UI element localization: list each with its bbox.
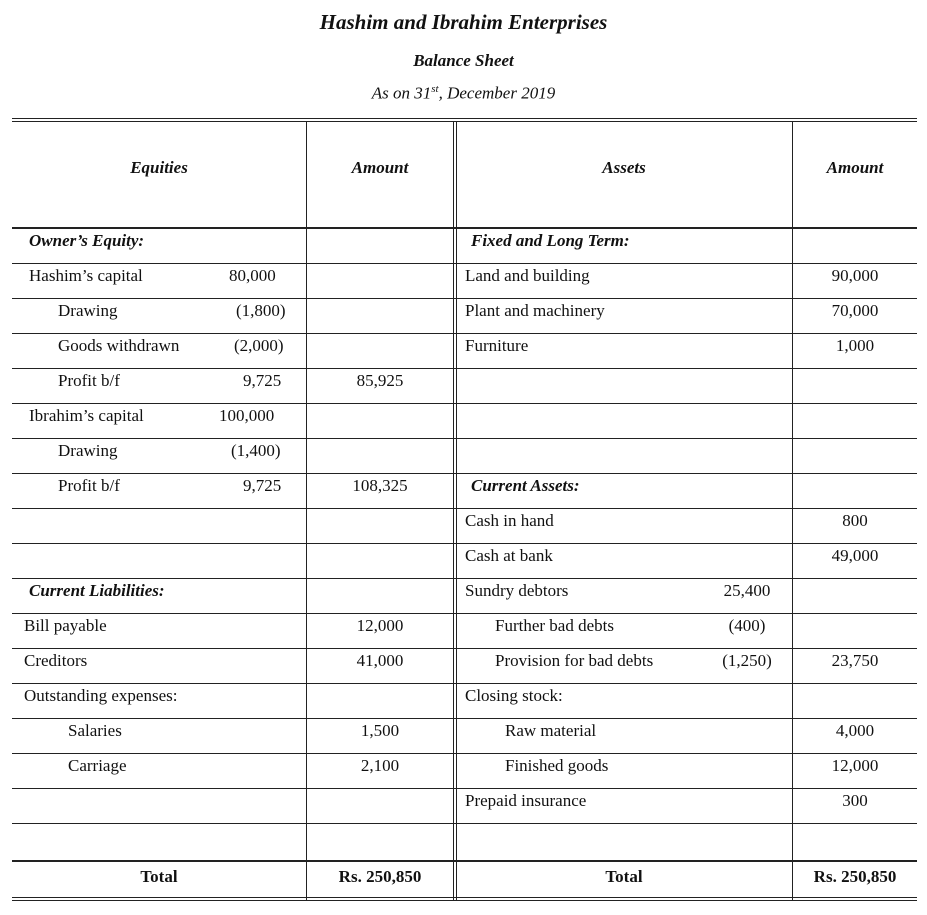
right-row-label: Prepaid insurance xyxy=(465,791,587,810)
left-row-subamount: (2,000) xyxy=(234,336,284,355)
table-bottom-border-inner xyxy=(12,900,917,901)
row-divider xyxy=(12,298,917,299)
right-row-amount: 12,000 xyxy=(831,756,879,775)
right-row-subamount: 25,400 xyxy=(723,581,771,600)
left-row-label: Salaries xyxy=(68,721,122,740)
row-divider xyxy=(12,438,917,439)
left-row-label: Creditors xyxy=(24,651,88,670)
right-row-label: Plant and machinery xyxy=(465,301,605,320)
col-divider-double-a xyxy=(453,121,454,900)
left-row-label: Drawing xyxy=(58,441,118,460)
right-section-heading: Current Assets: xyxy=(471,476,580,495)
left-row-label: Profit b/f xyxy=(58,476,120,495)
left-row-subamount: 80,000 xyxy=(229,266,276,285)
col-header-equities: Equities xyxy=(130,158,188,177)
left-row-subamount: 9,725 xyxy=(243,371,282,390)
right-row-label: Closing stock: xyxy=(465,686,563,705)
row-divider xyxy=(12,368,917,369)
left-row-subamount: (1,800) xyxy=(236,301,286,320)
sheet-date xyxy=(0,83,927,104)
right-row-amount: 1,000 xyxy=(835,336,875,355)
row-divider xyxy=(12,333,917,334)
right-row-label: Provision for bad debts xyxy=(495,651,654,670)
table-top-border-inner xyxy=(12,121,917,122)
row-divider xyxy=(12,508,917,509)
left-row-amount: 1,500 xyxy=(360,721,400,740)
right-row-label: Finished goods xyxy=(505,756,609,775)
left-row-subamount: 100,000 xyxy=(219,406,275,425)
left-row-label: Bill payable xyxy=(24,616,107,635)
left-row-label: Profit b/f xyxy=(58,371,120,390)
right-row-label: Sundry debtors xyxy=(465,581,569,600)
left-row-label: Hashim’s capital xyxy=(29,266,143,285)
left-section-heading: Current Liabilities: xyxy=(29,581,165,600)
col-divider xyxy=(306,121,307,900)
total-amount-left: Rs. 250,850 xyxy=(338,867,422,886)
right-row-label: Land and building xyxy=(465,266,590,285)
left-row-subamount: (1,400) xyxy=(231,441,281,460)
row-divider xyxy=(12,788,917,789)
row-divider xyxy=(12,718,917,719)
left-row-label: Outstanding expenses: xyxy=(24,686,178,705)
row-divider xyxy=(12,263,917,264)
left-row-label: Carriage xyxy=(68,756,127,775)
row-divider xyxy=(12,578,917,579)
left-row-subamount: 9,725 xyxy=(243,476,282,495)
row-divider xyxy=(12,543,917,544)
right-row-amount: 800 xyxy=(842,511,868,530)
company-name: Hashim and Ibrahim Enterprises xyxy=(319,10,608,34)
row-divider xyxy=(12,683,917,684)
date-prefix: As on 31 xyxy=(371,83,432,103)
row-divider xyxy=(12,823,917,824)
right-row-amount: 90,000 xyxy=(831,266,879,285)
left-row-amount: 85,925 xyxy=(356,371,404,390)
right-row-amount: 23,750 xyxy=(831,651,879,670)
left-section-heading: Owner’s Equity: xyxy=(29,231,145,250)
left-row-amount: 2,100 xyxy=(360,756,400,775)
right-section-heading: Fixed and Long Term: xyxy=(471,231,630,250)
row-divider xyxy=(12,753,917,754)
col-divider xyxy=(792,121,793,900)
col-header-amount-left: Amount xyxy=(351,158,409,177)
right-row-amount: 49,000 xyxy=(831,546,879,565)
left-row-amount: 12,000 xyxy=(356,616,404,635)
right-row-label: Cash in hand xyxy=(465,511,554,530)
col-header-amount-right: Amount xyxy=(826,158,884,177)
row-divider xyxy=(12,473,917,474)
right-row-label: Further bad debts xyxy=(495,616,614,635)
total-top-border xyxy=(12,860,917,862)
date-superscript: st xyxy=(431,83,439,95)
left-row-label: Goods withdrawn xyxy=(58,336,180,355)
left-row-label: Drawing xyxy=(58,301,118,320)
right-row-subamount: (1,250) xyxy=(722,651,772,670)
col-header-assets: Assets xyxy=(602,158,646,177)
date-suffix: , December 2019 xyxy=(438,83,556,103)
row-divider xyxy=(12,648,917,649)
row-divider xyxy=(12,403,917,404)
total-label-right: Total xyxy=(605,867,643,886)
right-row-subamount: (400) xyxy=(728,616,766,635)
right-row-label: Cash at bank xyxy=(465,546,553,565)
right-row-amount: 4,000 xyxy=(835,721,875,740)
total-amount-right: Rs. 250,850 xyxy=(813,867,897,886)
col-divider-double-b xyxy=(456,121,457,900)
row-divider xyxy=(12,613,917,614)
left-row-amount: 41,000 xyxy=(356,651,404,670)
table-bottom-border xyxy=(12,897,917,898)
total-label-left: Total xyxy=(140,867,178,886)
header-bottom-border xyxy=(12,227,917,229)
right-row-amount: 300 xyxy=(842,791,868,810)
right-row-label: Furniture xyxy=(465,336,529,355)
sheet-title: Balance Sheet xyxy=(413,51,514,70)
table-top-border xyxy=(12,118,917,119)
left-row-label: Ibrahim’s capital xyxy=(29,406,144,425)
left-row-amount: 108,325 xyxy=(352,476,408,495)
right-row-label: Raw material xyxy=(505,721,597,740)
right-row-amount: 70,000 xyxy=(831,301,879,320)
